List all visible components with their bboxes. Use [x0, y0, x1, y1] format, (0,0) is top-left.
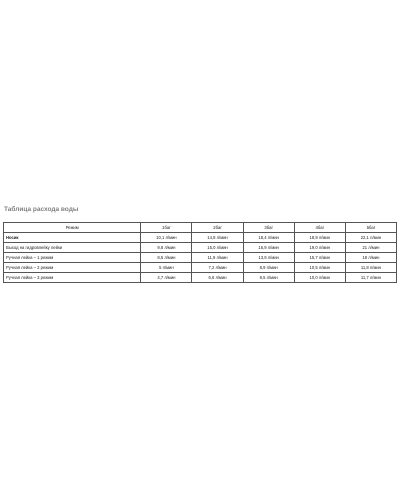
table-cell: 11,9 л/мин — [192, 253, 243, 263]
table-cell: 18 л/мин — [345, 253, 396, 263]
header-pressure-3: 3бar — [243, 223, 294, 233]
table-row — [4, 233, 397, 243]
table-row — [4, 273, 397, 283]
table-cell: 19,0 л/мин — [294, 243, 345, 253]
table-cell: 16,9 л/мин — [243, 243, 294, 253]
table-cell: 10,5 л/мин — [294, 263, 345, 273]
table-cell: 22,1 л/мин — [345, 233, 396, 243]
header-pressure-4: 4бar — [294, 223, 345, 233]
table-cell: 10,1 л/мин — [141, 233, 192, 243]
water-flow-table — [3, 222, 397, 283]
header-pressure-1: 1бar — [141, 223, 192, 233]
table-row — [4, 263, 397, 273]
table-cell: 15,7 л/мин — [294, 253, 345, 263]
row-label: Носик — [4, 233, 141, 243]
table-cell: 18,9 л/мин — [294, 233, 345, 243]
table-header-row — [4, 223, 397, 233]
header-mode: Режим — [4, 223, 141, 233]
table-row — [4, 243, 397, 253]
table-cell: 21 л/мин — [345, 243, 396, 253]
table-cell: 10,0 л/мин — [294, 273, 345, 283]
table-cell: 6,6 л/мин — [192, 273, 243, 283]
table-cell: 4,7 л/мин — [141, 273, 192, 283]
table-cell: 9,8 л/мин — [141, 243, 192, 253]
row-label: Выход на гидровлейку лейки — [4, 243, 141, 253]
table-cell: 14,8 л/мин — [192, 233, 243, 243]
table-cell: 8,5 л/мин — [141, 253, 192, 263]
table-cell: 5 л/мин — [141, 263, 192, 273]
table-cell: 15,0 л/мин — [192, 243, 243, 253]
row-label: Ручная лейка – 3 режим — [4, 273, 141, 283]
row-label: Ручная лейка – 1 режим — [4, 253, 141, 263]
table-cell: 8,5 л/мин — [243, 273, 294, 283]
table-title: Таблица расхода воды — [4, 206, 79, 213]
table-cell: 18,4 л/мин — [243, 233, 294, 243]
table-row — [4, 253, 397, 263]
header-pressure-2: 2бar — [192, 223, 243, 233]
header-pressure-5: 5бar — [345, 223, 396, 233]
table-cell: 11,8 л/мин — [345, 263, 396, 273]
row-label: Ручная лейка – 2 режим — [4, 263, 141, 273]
table-cell: 13,9 л/мин — [243, 253, 294, 263]
table-cell: 8,9 л/мин — [243, 263, 294, 273]
table-cell: 11,7 л/мин — [345, 273, 396, 283]
table-cell: 7,2 л/мин — [192, 263, 243, 273]
